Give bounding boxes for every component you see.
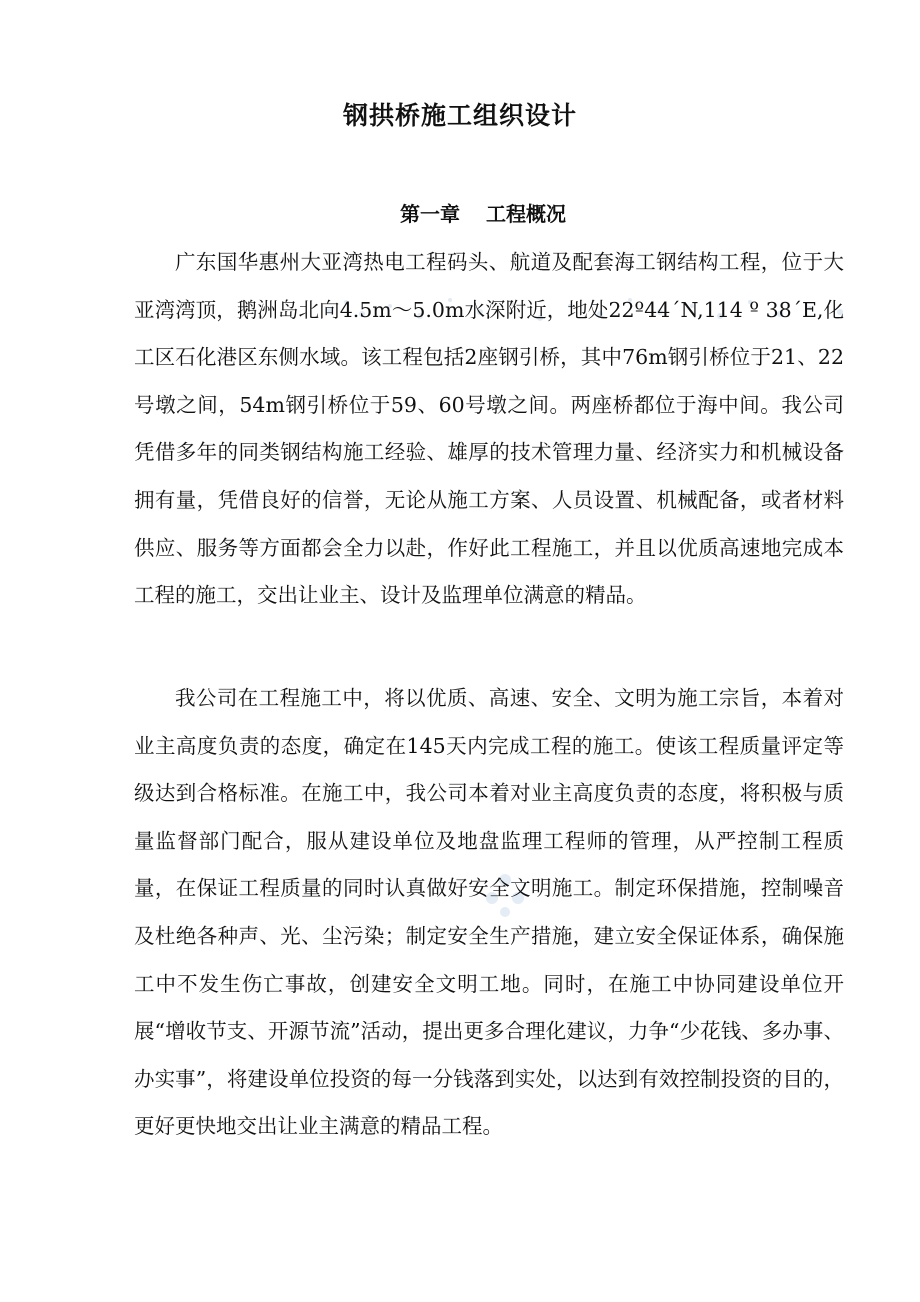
paragraph-overview: 广东国华惠州大亚湾热电工程码头、航道及配套海工钢结构工程，位于大亚湾湾顶，鹅洲岛北向4.5m～5.0m水深附近，地处22º44΄N,114 º 38΄E,化工区石化港区东侧水域。该工程包括2座钢引桥，其中76m钢引桥位于21、22号墩之间，54m钢引桥位于59、60号墩之间。两座桥都位于海中间。我公司凭借多年的同类钢结构施工经验、雄厚的技术管理力量、经济实力和机械设备拥有量，凭借良好的信誉，无论从施工方案、人员设置、机械配备，或者材料供应、服务等方面都会全力以赴，作好此工程施工，并且以优质高速地完成本工程的施工，交出让业主、设计及监理单位满意的精品。 <box>134 250 844 608</box>
chapter-number: 第一章 <box>400 202 460 226</box>
chapter-heading <box>0 196 920 232</box>
paragraph-commitment: 我公司在工程施工中，将以优质、高速、安全、文明为施工宗旨，本着对业主高度负责的态度，确定在145天内完成工程的施工。使该工程质量评定等级达到合格标准。在施工中，我公司本着对业主高度负责的态度，将积极与质量监督部门配合，服从建设单位及地盘监理工程师的管理，从严控制工程质量，在保证工程质量的同时认真做好安全文明施工。制定环保措施，控制噪音及杜绝各种声、光、尘污染；制定安全生产措施，建立安全保证体系，确保施工中不发生伤亡事故，创建安全文明工地。同时，在施工中协同建设单位开展“增收节支、开源节流”活动，提出更多合理化建议，力争“少花钱、多办事、办实事”，将建设单位投资的每一分钱落到实处，以达到有效控制投资的目的，更好更快地交出让业主满意的精品工程。 <box>134 686 844 1139</box>
chapter-name: 工程概况 <box>486 202 566 226</box>
document-title: 钢拱桥施工组织设计 <box>342 101 577 130</box>
